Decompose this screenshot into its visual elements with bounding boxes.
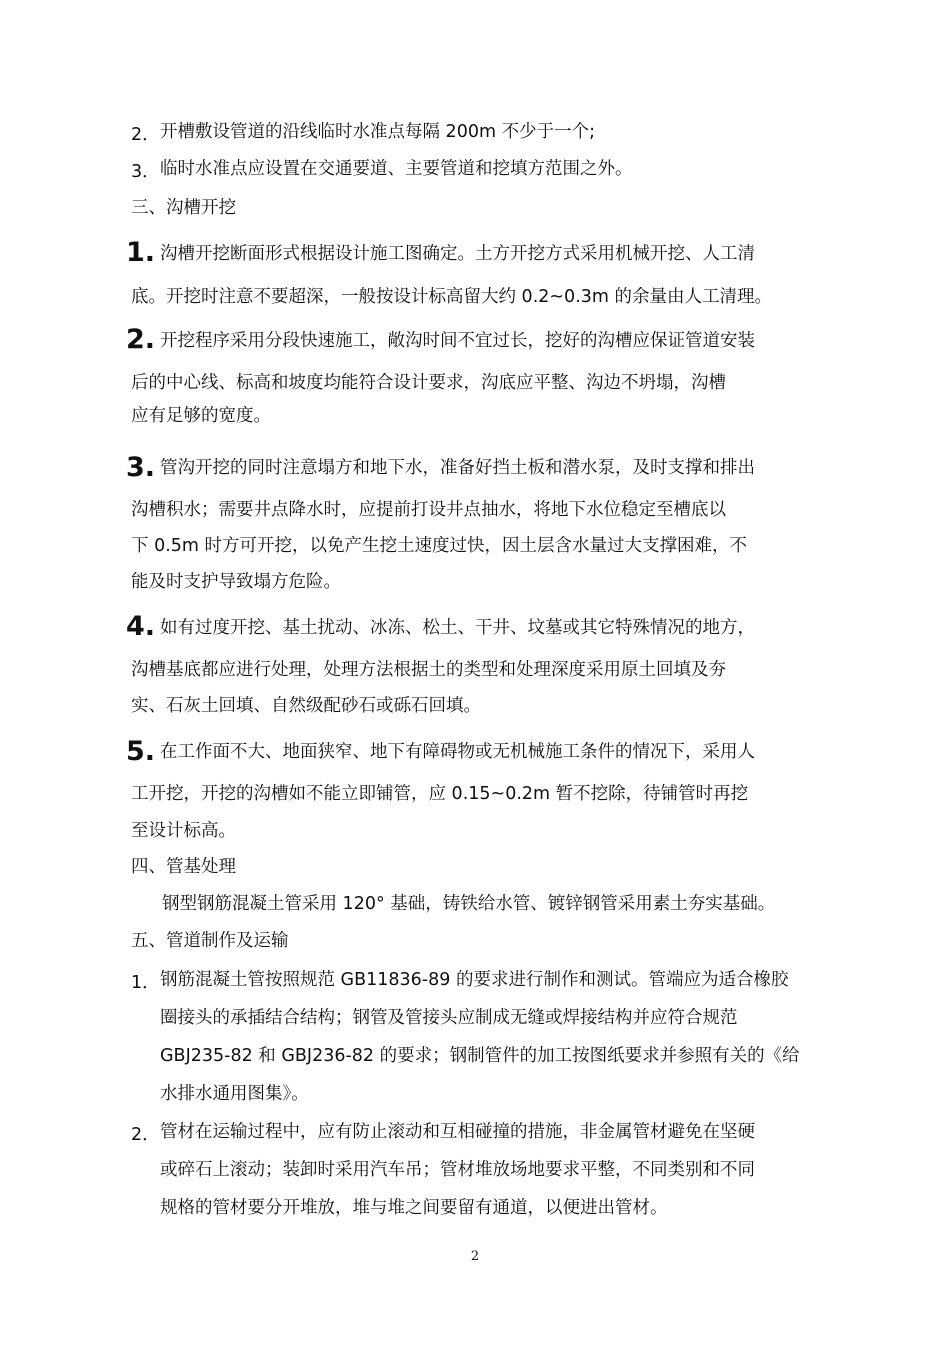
text-line: 开槽敷设管道的沿线临时水准点每隔 200m 不少于一个;	[160, 122, 595, 142]
text-line: 实、石灰土回填、自然级配砂石或砾石回填。	[131, 696, 481, 716]
list-number: 1．	[131, 973, 160, 993]
section-heading: 三、沟槽开挖	[131, 198, 236, 218]
text-line: 如有过度开挖、基土扰动、冰冻、松土、干井、坟墓或其它特殊情况的地方，	[160, 618, 755, 638]
text-line: 沟槽开挖断面形式根据设计施工图确定。土方开挖方式采用机械开挖、人工清	[160, 244, 755, 264]
text-line: 沟槽基底都应进行处理，处理方法根据土的类型和处理深度采用原土回填及夯	[131, 660, 726, 680]
text-line: 工开挖，开挖的沟槽如不能立即铺管，应 0.15~0.2m 暂不挖除，待铺管时再挖	[131, 784, 749, 804]
text-line: 临时水准点应设置在交通要道、主要管道和挖填方范围之外。	[160, 159, 633, 179]
list-number: 5.	[126, 736, 156, 767]
text-line: 钢筋混凝土管按照规范 GB11836-89 的要求进行制作和测试。管端应为适合橡胶	[160, 970, 789, 990]
text-line: 后的中心线、标高和坡度均能符合设计要求，沟底应平整、沟边不坍塌，沟槽	[131, 373, 726, 393]
text-line: 开挖程序采用分段快速施工，敞沟时间不宜过长，挖好的沟槽应保证管道安装	[160, 331, 755, 351]
section-heading: 四、管基处理	[131, 857, 236, 877]
text-line: 沟槽积水；需要井点降水时，应提前打设井点抽水，将地下水位稳定至槽底以	[131, 500, 726, 520]
text-line: 下 0.5m 时方可开挖，以免产生挖土速度过快，因土层含水量过大支撑困难，不	[131, 536, 748, 556]
list-number: 2．	[131, 125, 160, 145]
list-number: 3.	[126, 452, 156, 483]
list-number: 2．	[131, 1125, 160, 1145]
text-line: 至设计标高。	[131, 821, 236, 841]
text-line: GBJ235-82 和 GBJ236-82 的要求；钢制管件的加工按图纸要求并参照有关的《给	[160, 1046, 800, 1066]
text-line: 底。开挖时注意不要超深，一般按设计标高留大约 0.2~0.3m 的余量由人工清理。	[131, 287, 772, 307]
list-number: 4.	[126, 611, 156, 642]
list-number: 3．	[131, 162, 160, 182]
text-line: 在工作面不大、地面狭窄、地下有障碍物或无机械施工条件的情况下，采用人	[160, 742, 755, 762]
text-line: 管沟开挖的同时注意塌方和地下水，准备好挡土板和潜水泵，及时支撑和排出	[160, 458, 755, 478]
section-heading: 五、管道制作及运输	[131, 931, 289, 951]
text-line: 圈接头的承插结合结构；钢管及管接头应制成无缝或焊接结构并应符合规范	[160, 1008, 738, 1028]
text-line: 钢型钢筋混凝土管采用 120° 基础，铸铁给水管、镀锌钢管采用素土夯实基础。	[162, 894, 776, 914]
text-line: 管材在运输过程中，应有防止滚动和互相碰撞的措施，非金属管材避免在坚硬	[160, 1122, 755, 1142]
text-line: 水排水通用图集》。	[160, 1084, 309, 1104]
list-number: 1.	[126, 237, 156, 268]
list-number: 2.	[126, 324, 156, 355]
text-line: 规格的管材要分开堆放，堆与堆之间要留有通道，以便进出管材。	[160, 1198, 668, 1218]
text-line: 能及时支护导致塌方危险。	[131, 572, 341, 592]
text-line: 应有足够的宽度。	[131, 406, 271, 426]
page-number: 2	[470, 1249, 480, 1264]
text-line: 或碎石上滚动；装卸时采用汽车吊；管材堆放场地要求平整，不同类别和不同	[160, 1160, 755, 1180]
